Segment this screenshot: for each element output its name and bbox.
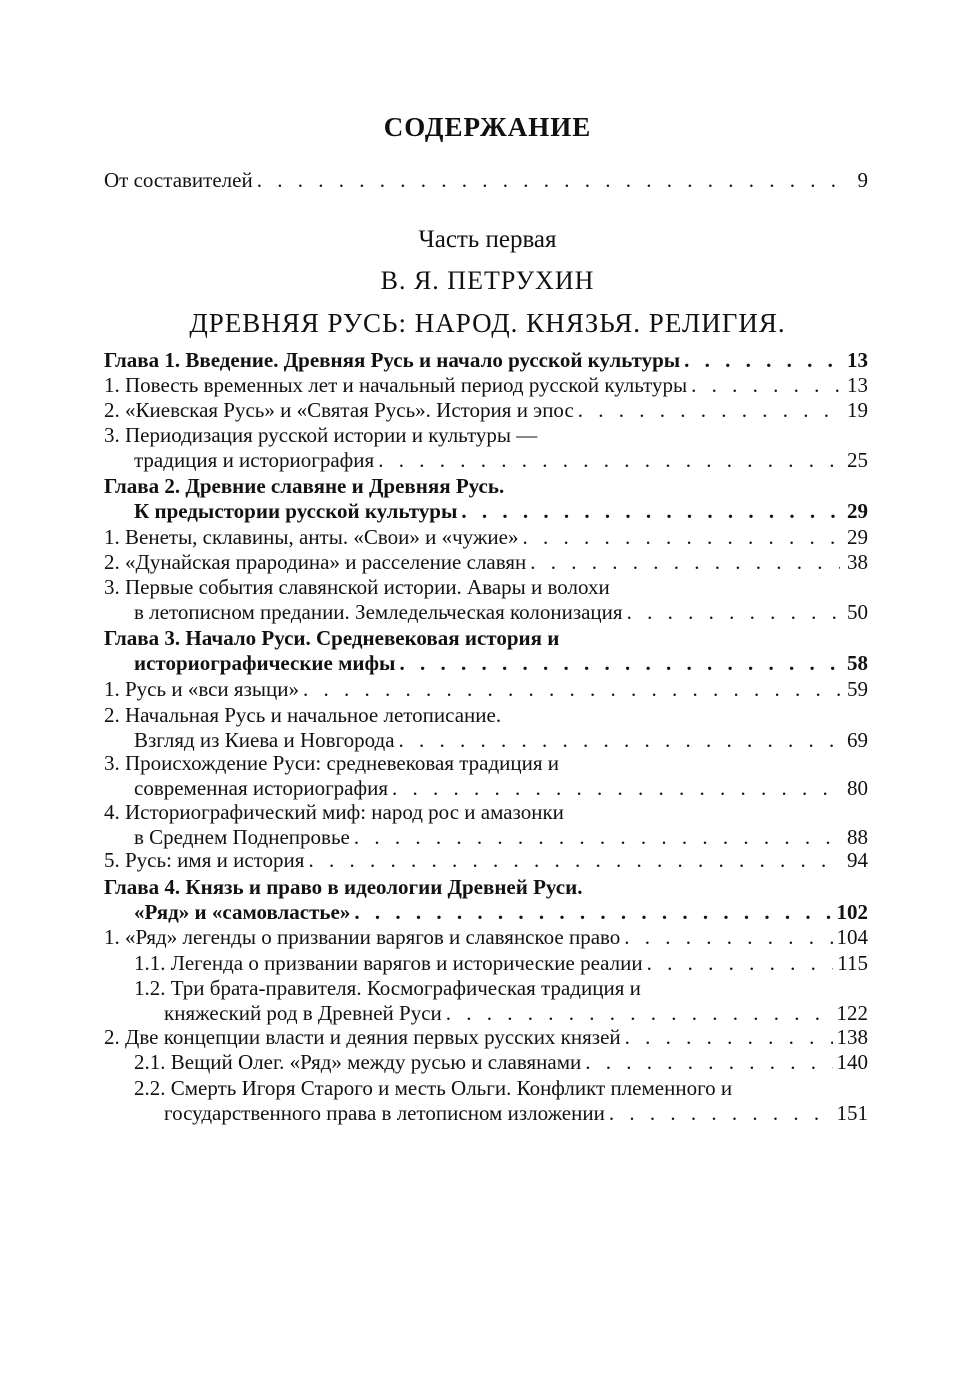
toc-entry bbox=[104, 373, 868, 398]
toc-entry-label: 2. «Киевская Русь» и «Святая Русь». История и эпос bbox=[104, 398, 574, 422]
toc-entry-label: 1. Русь и «вси языци» bbox=[104, 677, 299, 701]
leader-dots bbox=[684, 348, 840, 373]
toc-entry-label-continued: государственного права в летописном изложении bbox=[164, 1101, 605, 1125]
toc-page-number: 19 bbox=[847, 398, 868, 422]
toc-page-number: 29 bbox=[847, 499, 868, 523]
toc-entry bbox=[104, 398, 868, 423]
toc-entry-label: Глава 4. Князь и право в идеологии Древней Руси. bbox=[104, 875, 583, 899]
toc-entry-label: 1. Венеты, склавины, анты. «Свои» и «чужие» bbox=[104, 525, 519, 549]
toc-entry bbox=[104, 951, 868, 976]
toc-page-number: 104 bbox=[836, 925, 868, 949]
leader-dots bbox=[461, 499, 840, 524]
toc-entry bbox=[104, 703, 868, 753]
toc-page-number: 115 bbox=[837, 951, 868, 975]
toc-entry-label: 5. Русь: имя и история bbox=[104, 848, 305, 872]
toc-chapter-1 bbox=[104, 348, 868, 373]
author-name: В. Я. ПЕТРУХИН bbox=[380, 266, 595, 295]
toc-entry-label: Глава 2. Древние славяне и Древняя Русь. bbox=[104, 474, 505, 498]
toc-page-number: 59 bbox=[847, 677, 868, 701]
toc-entry-label-continued: К предыстории русской культуры bbox=[134, 499, 458, 523]
leader-dots bbox=[308, 848, 840, 873]
toc-entry bbox=[104, 1050, 868, 1075]
toc-page-number: 151 bbox=[836, 1101, 868, 1125]
leader-dots bbox=[627, 600, 840, 625]
leader-dots bbox=[624, 925, 832, 950]
toc-entry bbox=[104, 925, 868, 950]
toc-entry-label: 1. «Ряд» легенды о призвании варягов и славянское право bbox=[104, 925, 621, 949]
leader-dots bbox=[625, 1025, 833, 1050]
toc-entry-label-continued: «Ряд» и «самовластье» bbox=[134, 900, 351, 924]
toc-entry-label-continued: современная историография bbox=[134, 776, 389, 800]
leader-dots bbox=[354, 825, 840, 850]
toc-chapter-4 bbox=[104, 875, 868, 925]
toc-entry bbox=[104, 751, 868, 801]
leader-dots bbox=[691, 373, 840, 398]
toc-entry bbox=[104, 423, 868, 473]
leader-dots bbox=[392, 776, 840, 801]
toc-entry-label-continued: в Среднем Поднепровье bbox=[134, 825, 350, 849]
toc-page-number: 25 bbox=[847, 448, 868, 472]
toc-entry-label: 4. Историографический миф: народ рос и амазонки bbox=[104, 800, 564, 824]
toc-entry-label-continued: Взгляд из Киева и Новгорода bbox=[134, 728, 395, 752]
toc-entry-label-continued: в летописном предании. Земледельческая колонизация bbox=[134, 600, 623, 624]
toc-entry-label: 3. Происхождение Руси: средневековая традиция и bbox=[104, 751, 560, 775]
toc-entry-label: 1.1. Легенда о призвании варягов и исторические реалии bbox=[134, 951, 643, 975]
toc-page-number: 140 bbox=[836, 1050, 868, 1074]
toc-entry-label: 1.2. Три брата-правителя. Космографическая традиция и bbox=[134, 976, 641, 1000]
page-title: СОДЕРЖАНИЕ bbox=[383, 112, 592, 142]
toc-entry-label: 2. Начальная Русь и начальное летописание. bbox=[104, 703, 502, 727]
toc-page-number: 69 bbox=[847, 728, 868, 752]
toc-page-number: 50 bbox=[847, 600, 868, 624]
toc-entry bbox=[104, 575, 868, 625]
toc-entry-label: 3. Периодизация русской истории и культуры — bbox=[104, 423, 538, 447]
toc-entry bbox=[104, 550, 868, 575]
leader-dots bbox=[257, 168, 840, 193]
leader-dots bbox=[578, 398, 840, 423]
leader-dots bbox=[378, 448, 840, 473]
toc-page-number: 122 bbox=[836, 1001, 868, 1025]
part-heading: Часть первая bbox=[418, 226, 557, 253]
toc-entry-label: От составителей bbox=[104, 168, 253, 192]
leader-dots bbox=[530, 550, 840, 575]
leader-dots bbox=[399, 728, 840, 753]
toc-entry-label: Глава 1. Введение. Древняя Русь и начало русской культуры bbox=[104, 348, 681, 372]
toc-chapter-3 bbox=[104, 626, 868, 676]
toc-entry bbox=[104, 848, 868, 873]
toc-entry-label-continued: традиция и историография bbox=[134, 448, 375, 472]
leader-dots bbox=[522, 525, 840, 550]
toc-entry-label: 1. Повесть временных лет и начальный период русской культуры bbox=[104, 373, 688, 397]
toc-entry-label: 2. Две концепции власти и деяния первых русских князей bbox=[104, 1025, 621, 1049]
toc-chapter-2 bbox=[104, 474, 868, 524]
leader-dots bbox=[354, 900, 832, 925]
toc-page-number: 13 bbox=[847, 348, 868, 372]
toc-page-number: 58 bbox=[847, 651, 868, 675]
front-matter-entry bbox=[104, 168, 868, 193]
toc-entry-label-continued: княжеский род в Древней Руси bbox=[164, 1001, 442, 1025]
toc-page-number: 102 bbox=[836, 900, 868, 924]
leader-dots bbox=[585, 1050, 832, 1075]
leader-dots bbox=[303, 677, 840, 702]
leader-dots bbox=[399, 651, 840, 676]
leader-dots bbox=[446, 1001, 833, 1026]
toc-page-number: 88 bbox=[847, 825, 868, 849]
toc-entry-label: 3. Первые события славянской истории. Авары и волохи bbox=[104, 575, 610, 599]
toc-page-number: 13 bbox=[847, 373, 868, 397]
toc-page-number: 94 bbox=[847, 848, 868, 872]
toc-entry-label: 2.2. Смерть Игоря Старого и месть Ольги. Конфликт племенного и bbox=[134, 1076, 733, 1100]
toc-page-number: 38 bbox=[847, 550, 868, 574]
toc-entry bbox=[104, 1025, 868, 1050]
leader-dots bbox=[647, 951, 834, 976]
toc-entry-label-continued: историографические мифы bbox=[134, 651, 396, 675]
toc-page-number: 138 bbox=[836, 1025, 868, 1049]
toc-entry bbox=[104, 1076, 868, 1126]
book-title: ДРЕВНЯЯ РУСЬ: НАРОД. КНЯЗЬЯ. РЕЛИГИЯ. bbox=[189, 308, 786, 338]
toc-entry-label: 2.1. Вещий Олег. «Ряд» между русью и славянами bbox=[134, 1050, 582, 1074]
toc-page-number: 29 bbox=[847, 525, 868, 549]
toc-page-number: 80 bbox=[847, 776, 868, 800]
toc-entry bbox=[104, 525, 868, 550]
toc-page-number: 9 bbox=[857, 168, 868, 192]
toc-entry bbox=[104, 677, 868, 702]
toc-entry-label: 2. «Дунайская прародина» и расселение славян bbox=[104, 550, 527, 574]
toc-entry bbox=[104, 800, 868, 850]
toc-entry-label: Глава 3. Начало Руси. Средневековая история и bbox=[104, 626, 560, 650]
leader-dots bbox=[609, 1101, 833, 1126]
toc-entry bbox=[104, 976, 868, 1026]
